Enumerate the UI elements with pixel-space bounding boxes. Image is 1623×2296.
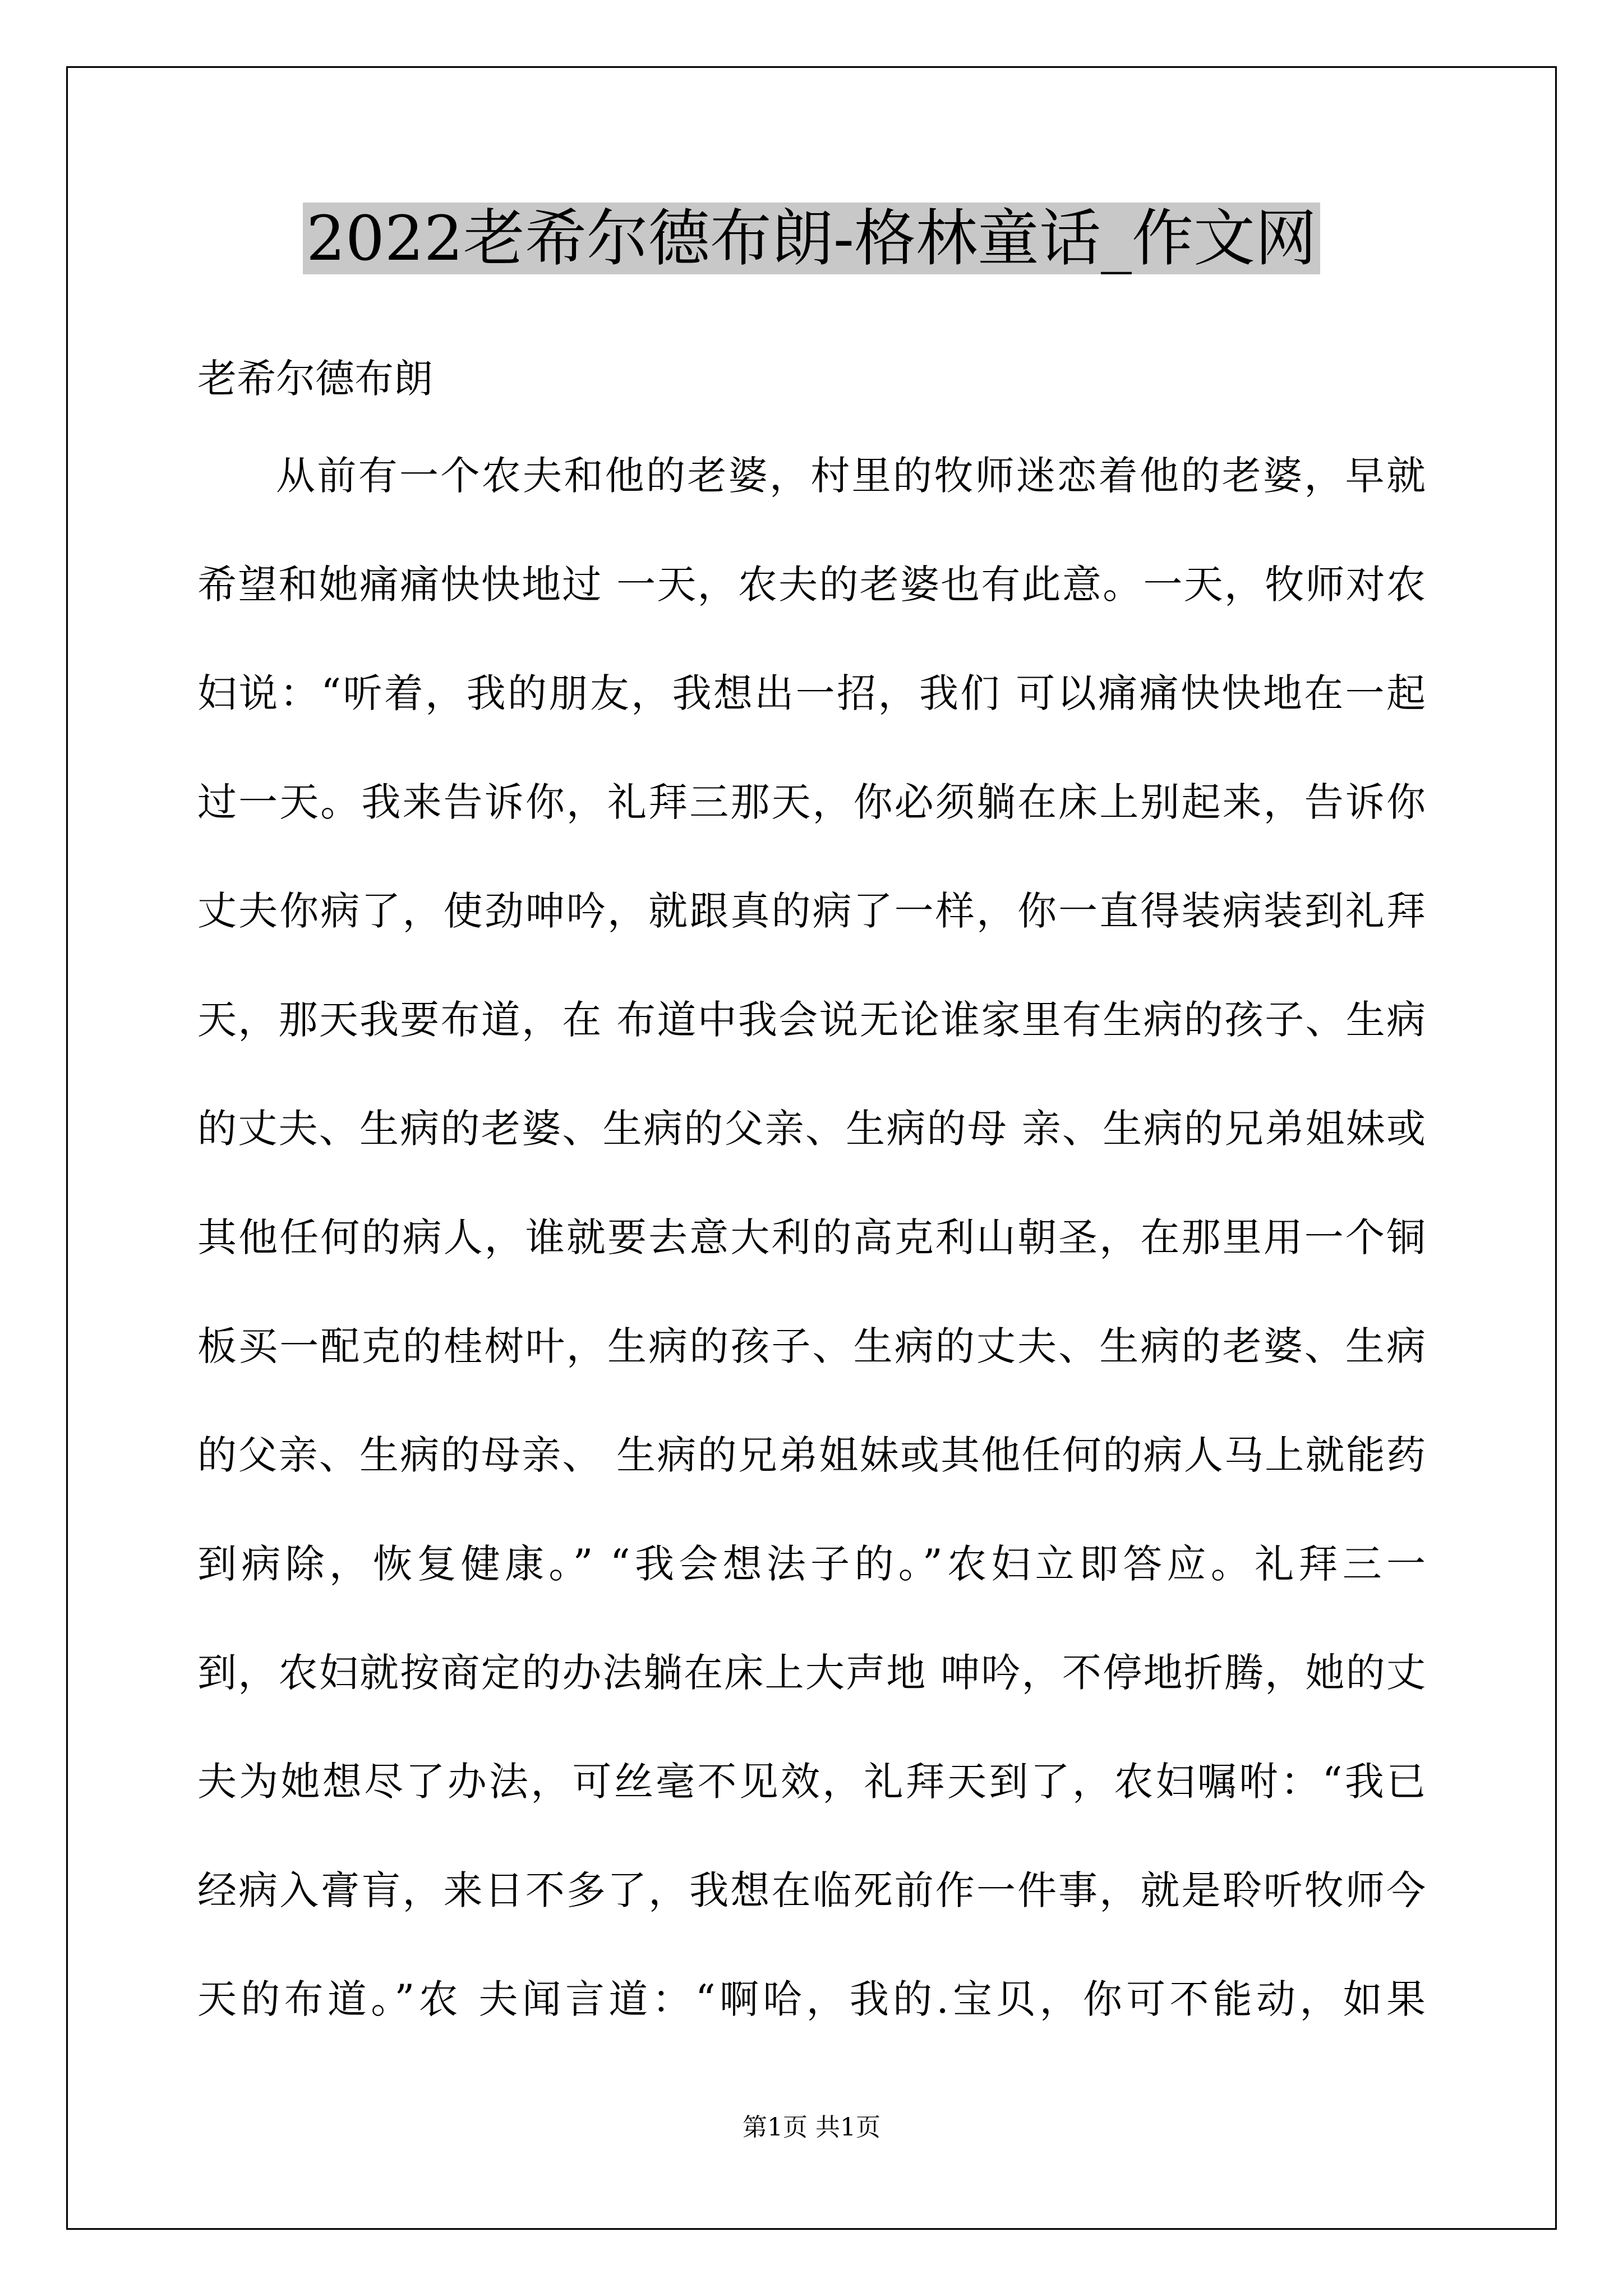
- text-line: 其他任何的病人，谁就要去意大利的高克利山朝圣，在那里用一个铜: [197, 1214, 1426, 1260]
- document-title: [0, 202, 1623, 275]
- text-line: 妇说：“听着，我的朋友，我想出一招，我们 可以痛痛快快地在一起: [197, 670, 1426, 716]
- text-line: 过一天。我来告诉你，礼拜三那天，你必须躺在床上别起来，告诉你: [197, 779, 1426, 825]
- document-subtitle: 老希尔德布朗: [197, 356, 433, 402]
- text-line: 天，那天我要布道，在 布道中我会说无论谁家里有生病的孩子、生病: [197, 997, 1426, 1043]
- text-line: 板买一配克的桂树叶，生病的孩子、生病的丈夫、生病的老婆、生病: [197, 1323, 1426, 1369]
- text-line: 天的布道。”农 夫闻言道：“啊哈，我的.宝贝，你可不能动，如果: [197, 1976, 1426, 2022]
- text-line: 到病除，恢复健康。” “我会想法子的。”农妇立即答应。礼拜三一: [197, 1541, 1426, 1587]
- text-line: 的父亲、生病的母亲、 生病的兄弟姐妹或其他任何的病人马上就能药: [197, 1432, 1426, 1478]
- document-title-text: 2022老希尔德布朗-格林童话_作文网: [303, 203, 1320, 274]
- text-line: 希望和她痛痛快快地过 一天，农夫的老婆也有此意。一天，牧师对农: [197, 562, 1426, 608]
- text-line: 从前有一个农夫和他的老婆，村里的牧师迷恋着他的老婆，早就: [276, 453, 1426, 499]
- text-line: 丈夫你病了，使劲呻吟，就跟真的病了一样，你一直得装病装到礼拜: [197, 888, 1426, 934]
- text-line: 的丈夫、生病的老婆、生病的父亲、生病的母 亲、生病的兄弟姐妹或: [197, 1106, 1426, 1152]
- text-line: 夫为她想尽了办法，可丝毫不见效，礼拜天到了，农妇嘱咐：“我已: [197, 1759, 1426, 1805]
- text-line: 经病入膏肓，来日不多了，我想在临死前作一件事，就是聆听牧师今: [197, 1867, 1426, 1913]
- text-line: 到，农妇就按商定的办法躺在床上大声地 呻吟，不停地折腾，她的丈: [197, 1650, 1426, 1696]
- page-footer: 第1页 共1页: [743, 2113, 880, 2142]
- body-paragraph: [197, 445, 1426, 2077]
